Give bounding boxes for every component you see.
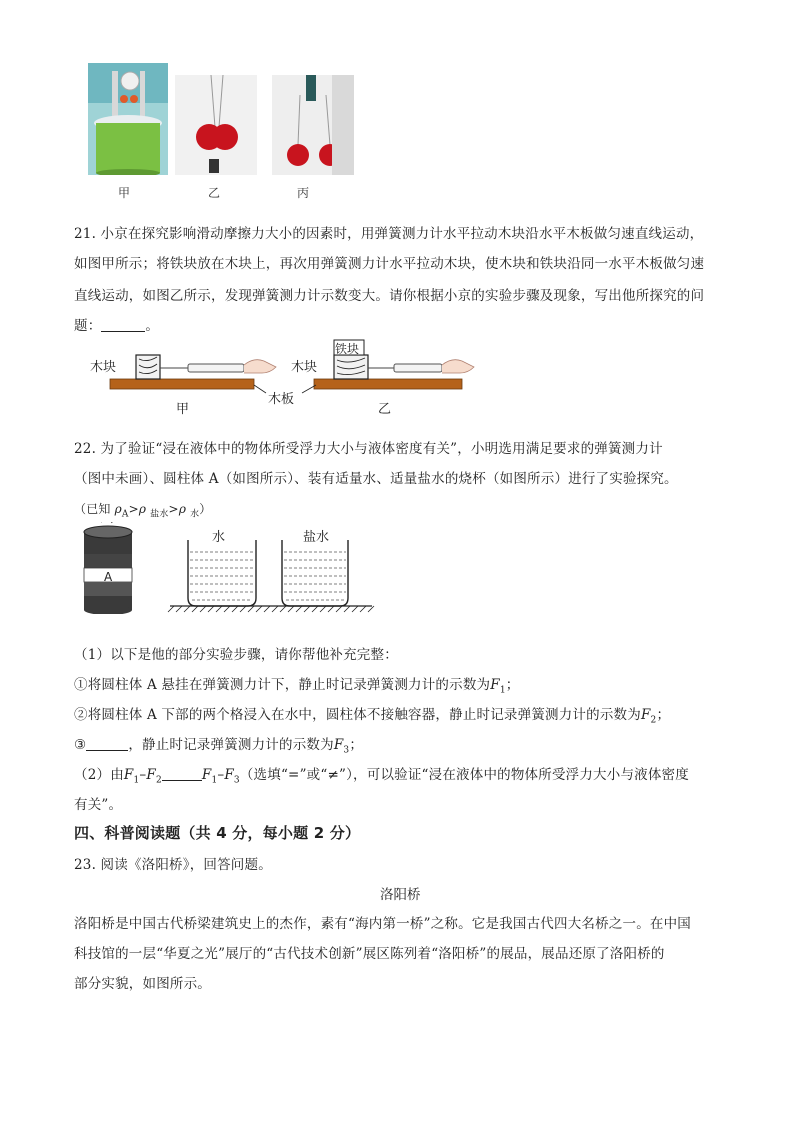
cylinder-a (84, 522, 132, 614)
q21-answer-prefix: 题： (74, 318, 102, 334)
q22-step-3: ③ ，静止时记录弹簧测力计的示数为$F_3$； (74, 737, 364, 756)
caption-yi: 乙 (208, 186, 221, 200)
q23-prompt: 23. 阅读《洛阳桥》，回答问题。 (74, 857, 272, 873)
q22-part2: （2）由$F_1-F_2$ $F_1-F_3$（选填“=”或“≠”），可以验证“浸在液体中的物体所受浮力大小与液体密度 (74, 767, 689, 786)
label-fig-yi: 乙 (378, 402, 392, 417)
q22-step-2: ②将圆柱体 A 下部的两个格浸入在水中，圆柱体不接触容器，静止时记录弹簧测力计的示数为$F_2$； (74, 707, 671, 726)
article-title: 洛阳桥 (380, 887, 421, 903)
q22-part2-line2: 有关”。 (74, 797, 123, 813)
q21-answer-blank[interactable] (101, 317, 145, 332)
section-heading: 四、科普阅读题（共 4 分，每小题 2 分） (74, 824, 361, 842)
photo-yi (175, 75, 257, 175)
q22-step-1: ①将圆柱体 A 悬挂在弹簧测力计下，静止时记录弹簧测力计的示数为$F_1$； (74, 677, 520, 696)
label-fig-jia: 甲 (176, 402, 190, 417)
label-block-left: 木块 (90, 360, 117, 375)
article-para-line-1: 洛阳桥是中国古代桥梁建筑史上的杰作，素有“海内第一桥”之称。它是我国古代四大名桥之一。在中国 (74, 916, 692, 932)
article-para-line-2: 科技馆的一层“华夏之光”展厅的“古代技术创新”展区陈列着“洛阳桥”的展品，展品还原了洛阳桥的 (74, 946, 665, 962)
q22-step3-blank[interactable] (86, 736, 128, 751)
q22-compare-blank[interactable] (162, 766, 202, 781)
beaker-water-label: 水 (212, 530, 226, 545)
q21-line-1: 21. 小京在探究影响滑动摩擦力大小的因素时，用弹簧测力计水平拉动木块沿水平木板做匀速直线运动， (74, 226, 704, 242)
q22-known: （已知 $\rho_A>\rho$ $_{盐水}$>ρ $_水$） (74, 502, 212, 520)
q21-line-3: 直线运动，如图乙所示，发现弹簧测力计示数变大。请你根据小京的实验步骤及现象，写出他所探究的问 (74, 288, 705, 304)
caption-jia: 甲 (118, 186, 131, 200)
q21-answer-suffix: 。 (145, 318, 160, 334)
article-para-line-3: 部分实貌，如图所示。 (74, 976, 211, 992)
label-iron-block: 铁块 (335, 342, 360, 356)
label-board: 木板 (268, 392, 295, 407)
q21-line-2: 如图甲所示；将铁块放在木块上，再次用弹簧测力计水平拉动木块，使木块和铁块沿同一水平木板做匀速 (74, 256, 705, 272)
q21-line-4 (74, 314, 159, 334)
photo-jia (88, 63, 168, 175)
balls-apart-image (272, 75, 354, 175)
exhibit-machine-image (88, 63, 168, 175)
caption-bing: 丙 (297, 186, 310, 200)
q22-part1-title: （1）以下是他的部分实验步骤，请你帮他补充完整： (74, 647, 398, 663)
label-block-right: 木块 (291, 360, 318, 375)
cylinder-label: A (104, 570, 113, 584)
q22-line-1: 22. 为了验证“浸在液体中的物体所受浮力大小与液体密度有关”，小明选用满足要求的弹簧测力计 (74, 441, 663, 457)
beaker-saltwater-label: 盐水 (303, 530, 330, 545)
buoyancy-figure (80, 522, 380, 614)
photo-bing (272, 75, 354, 175)
q22-line-2: （图中未画）、圆柱体 A（如图所示）、装有适量水、适量盐水的烧杯（如图所示）进行了实验探究。 (74, 471, 678, 487)
balls-together-image (175, 75, 257, 175)
